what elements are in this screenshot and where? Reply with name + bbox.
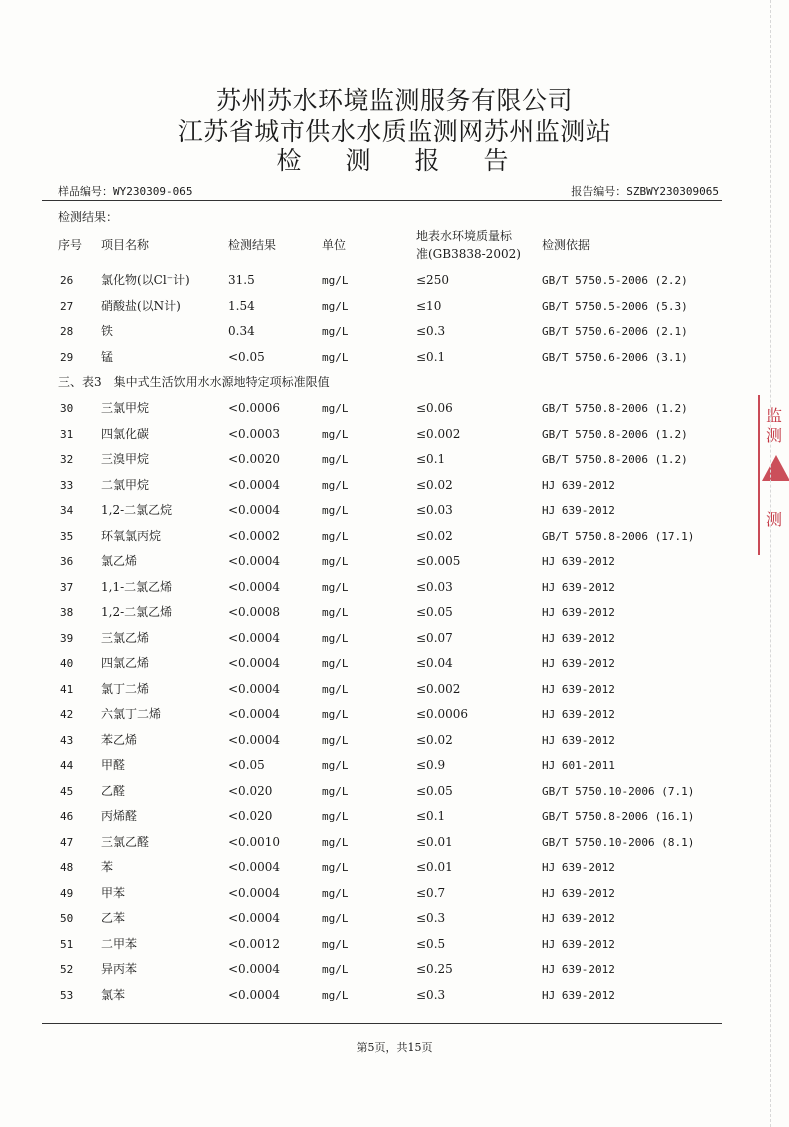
row-number: 27 — [60, 299, 74, 313]
row-number: 51 — [60, 937, 74, 951]
table-row — [0, 906, 789, 931]
header-divider — [42, 200, 722, 201]
table-row — [0, 702, 789, 727]
table-row — [0, 677, 789, 702]
report-number — [571, 183, 719, 199]
row-unit: mg/L — [322, 861, 349, 874]
row-unit: mg/L — [322, 325, 349, 338]
report-number-value: SZBWY230309065 — [626, 185, 719, 198]
scan-edge — [770, 0, 789, 1127]
col-header-limit-line2: 准(GB3838-2002) — [416, 247, 521, 261]
row-item-name: 氯苯 — [101, 987, 126, 1002]
col-header-method: 检测依据 — [542, 238, 591, 252]
row-result: <0.0004 — [228, 962, 281, 976]
row-unit: mg/L — [322, 988, 349, 1002]
row-unit: mg/L — [322, 759, 349, 772]
row-item-name: 1,2-二氯乙烯 — [101, 605, 173, 619]
row-unit: mg/L — [322, 350, 349, 364]
row-unit: mg/L — [322, 784, 349, 798]
row-limit: ≤0.3 — [416, 987, 446, 1002]
row-unit: mg/L — [322, 631, 349, 645]
row-limit: ≤0.0006 — [416, 707, 469, 721]
row-method: GB/T 5750.10-2006 (7.1) — [542, 784, 695, 798]
row-number: 45 — [60, 784, 74, 798]
row-item-name: 环氧氯丙烷 — [101, 528, 162, 543]
row-number: 38 — [60, 606, 74, 619]
table-row — [0, 855, 789, 880]
row-limit: ≤0.01 — [416, 860, 453, 874]
row-number: 34 — [60, 504, 74, 517]
row-number: 32 — [60, 453, 74, 466]
row-number: 26 — [60, 274, 74, 287]
row-method: HJ 639-2012 — [542, 708, 615, 721]
table-row — [0, 881, 789, 906]
row-limit: ≤0.04 — [416, 656, 453, 670]
row-method: GB/T 5750.6-2006 (2.1) — [542, 325, 688, 338]
row-number: 39 — [60, 631, 74, 645]
sample-number — [58, 183, 192, 199]
table-row — [0, 294, 789, 319]
org-name-line1: 苏州苏水环境监测服务有限公司 — [215, 86, 573, 115]
document-title: 检测报告 — [276, 146, 553, 175]
row-method: GB/T 5750.5-2006 (5.3) — [542, 299, 688, 313]
row-result: <0.0006 — [228, 401, 281, 415]
row-number: 49 — [60, 886, 74, 900]
row-unit: mg/L — [322, 912, 349, 925]
row-item-name: 甲苯 — [101, 885, 126, 900]
row-limit: ≤0.01 — [416, 834, 453, 849]
row-item-name: 氯丁二烯 — [101, 681, 150, 696]
row-item-name: 三氯乙烯 — [101, 630, 150, 645]
row-limit: ≤0.005 — [416, 554, 461, 568]
page-footer: 第5页，共15页 — [356, 1041, 433, 1054]
row-item-name: 铁 — [101, 324, 114, 338]
row-limit: ≤0.002 — [416, 426, 461, 441]
row-item-name: 氯乙烯 — [101, 554, 138, 568]
row-limit: ≤0.02 — [416, 528, 453, 543]
row-unit: mg/L — [322, 478, 349, 492]
row-unit: mg/L — [322, 555, 349, 568]
row-result: <0.05 — [228, 758, 265, 772]
table-row — [0, 600, 789, 625]
table-row — [0, 268, 789, 293]
results-label: 检测结果： — [58, 210, 119, 224]
row-method: HJ 639-2012 — [542, 963, 615, 976]
row-number: 53 — [60, 988, 74, 1002]
row-result: <0.0010 — [228, 834, 281, 849]
row-unit: mg/L — [322, 682, 349, 696]
row-method: GB/T 5750.6-2006 (3.1) — [542, 350, 688, 364]
footer-divider — [42, 1023, 722, 1024]
row-item-name: 四氯乙烯 — [101, 656, 150, 670]
row-result: <0.0004 — [228, 681, 281, 696]
row-method: HJ 639-2012 — [542, 606, 615, 619]
row-number: 52 — [60, 963, 74, 976]
row-result: <0.0004 — [228, 860, 281, 874]
row-limit: ≤0.9 — [416, 758, 446, 772]
row-item-name: 苯乙烯 — [101, 732, 138, 747]
row-method: HJ 639-2012 — [542, 555, 615, 568]
row-unit: mg/L — [322, 733, 349, 747]
table-row — [0, 651, 789, 676]
row-item-name: 乙苯 — [101, 911, 126, 925]
row-item-name: 二甲苯 — [101, 936, 138, 951]
col-header-limit — [416, 227, 521, 263]
table-row — [0, 957, 789, 982]
row-limit: ≤0.02 — [416, 732, 453, 747]
row-limit: ≤0.02 — [416, 477, 453, 492]
table-row — [0, 396, 789, 421]
row-number: 41 — [60, 682, 74, 696]
row-limit: ≤0.002 — [416, 681, 461, 696]
row-item-name: 1,1-二氯乙烯 — [101, 579, 173, 594]
row-result: <0.0004 — [228, 503, 281, 517]
row-result: <0.0020 — [228, 452, 281, 466]
row-method: HJ 639-2012 — [542, 657, 615, 670]
col-header-no: 序号 — [58, 238, 83, 252]
row-result: <0.0004 — [228, 987, 281, 1002]
row-unit: mg/L — [322, 453, 349, 466]
row-number: 44 — [60, 759, 74, 772]
row-result: <0.05 — [228, 349, 265, 364]
row-number: 48 — [60, 861, 74, 874]
row-limit: ≤0.1 — [416, 452, 446, 466]
row-number: 30 — [60, 402, 74, 415]
table-row — [0, 524, 789, 549]
row-unit: mg/L — [322, 504, 349, 517]
row-item-name: 三氯甲烷 — [101, 401, 150, 415]
row-number: 37 — [60, 580, 74, 594]
stamp-char-2: 测 — [766, 426, 783, 445]
row-result: <0.0012 — [228, 936, 281, 951]
row-number: 42 — [60, 708, 74, 721]
table-row — [0, 983, 789, 1008]
row-item-name: 三溴甲烷 — [101, 452, 150, 466]
row-item-name: 乙醛 — [101, 783, 126, 798]
row-method: GB/T 5750.8-2006 (17.1) — [542, 529, 695, 543]
row-item-name: 苯 — [101, 860, 114, 874]
col-header-unit: 单位 — [322, 238, 347, 252]
row-number: 40 — [60, 657, 74, 670]
sample-number-value: WY230309-065 — [113, 185, 193, 198]
row-unit: mg/L — [322, 708, 349, 721]
row-number: 31 — [60, 427, 74, 441]
table-row — [0, 728, 789, 753]
row-result: <0.0004 — [228, 554, 281, 568]
table-row — [0, 422, 789, 447]
table-row — [0, 830, 789, 855]
row-number: 28 — [60, 325, 74, 338]
row-unit: mg/L — [322, 274, 349, 287]
row-result: <0.0004 — [228, 477, 281, 492]
row-method: HJ 639-2012 — [542, 733, 615, 747]
row-result: <0.0003 — [228, 426, 281, 441]
table-row — [0, 575, 789, 600]
row-method: HJ 639-2012 — [542, 631, 615, 645]
row-method: GB/T 5750.8-2006 (1.2) — [542, 453, 688, 466]
row-method: HJ 639-2012 — [542, 478, 615, 492]
row-result: <0.0004 — [228, 707, 281, 721]
row-method: GB/T 5750.8-2006 (16.1) — [542, 810, 695, 823]
row-unit: mg/L — [322, 886, 349, 900]
row-result: 1.54 — [228, 298, 255, 313]
row-number: 50 — [60, 912, 74, 925]
row-result: <0.0004 — [228, 732, 281, 747]
row-limit: ≤0.07 — [416, 630, 453, 645]
row-number: 36 — [60, 555, 74, 568]
row-unit: mg/L — [322, 402, 349, 415]
row-result: <0.020 — [228, 783, 273, 798]
row-unit: mg/L — [322, 529, 349, 543]
row-limit: ≤0.1 — [416, 349, 446, 364]
row-unit: mg/L — [322, 427, 349, 441]
row-limit: ≤0.03 — [416, 503, 453, 517]
row-unit: mg/L — [322, 937, 349, 951]
row-item-name: 四氯化碳 — [101, 426, 150, 441]
table-row — [0, 753, 789, 778]
row-result: 31.5 — [228, 273, 255, 287]
row-method: HJ 639-2012 — [542, 580, 615, 594]
row-limit: ≤0.1 — [416, 809, 446, 823]
row-number: 47 — [60, 835, 74, 849]
row-method: GB/T 5750.5-2006 (2.2) — [542, 274, 688, 287]
row-unit: mg/L — [322, 657, 349, 670]
row-unit: mg/L — [322, 835, 349, 849]
table-row — [0, 804, 789, 829]
row-item-name: 锰 — [101, 349, 114, 364]
report-number-label: 报告编号： — [571, 185, 627, 198]
row-limit: ≤250 — [416, 273, 449, 287]
row-item-name: 二氯甲烷 — [101, 477, 150, 492]
row-item-name: 三氯乙醛 — [101, 834, 150, 849]
row-method: HJ 639-2012 — [542, 682, 615, 696]
org-name-line2: 江苏省城市供水水质监测网苏州监测站 — [177, 117, 612, 146]
row-method: HJ 639-2012 — [542, 861, 615, 874]
row-number: 46 — [60, 810, 74, 823]
row-number: 29 — [60, 350, 74, 364]
row-result: <0.020 — [228, 809, 273, 823]
row-item-name: 硝酸盐(以N计) — [101, 298, 181, 313]
row-method: GB/T 5750.8-2006 (1.2) — [542, 402, 688, 415]
row-method: HJ 639-2012 — [542, 504, 615, 517]
col-header-limit-line1: 地表水环境质量标 — [416, 229, 513, 243]
table-row — [0, 447, 789, 472]
table-row — [0, 473, 789, 498]
row-limit: ≤0.3 — [416, 324, 446, 338]
row-item-name: 异丙苯 — [101, 962, 138, 976]
row-result: 0.34 — [228, 324, 255, 338]
stamp-char-1: 监 — [766, 406, 783, 425]
row-result: <0.0004 — [228, 656, 281, 670]
row-unit: mg/L — [322, 580, 349, 594]
row-unit: mg/L — [322, 606, 349, 619]
row-limit: ≤0.5 — [416, 936, 446, 951]
row-item-name: 氯化物(以Cl⁻计) — [101, 273, 190, 287]
row-result: <0.0004 — [228, 885, 281, 900]
row-method: GB/T 5750.8-2006 (1.2) — [542, 427, 688, 441]
table-row — [0, 626, 789, 651]
row-limit: ≤0.25 — [416, 962, 453, 976]
row-result: <0.0004 — [228, 579, 281, 594]
sample-number-label: 样品编号： — [58, 185, 113, 198]
table-row — [0, 932, 789, 957]
section-title: 三、表3 集中式生活饮用水水源地特定项标准限值 — [58, 375, 330, 389]
table-row — [0, 345, 789, 370]
row-limit: ≤10 — [416, 298, 442, 313]
row-limit: ≤0.06 — [416, 401, 453, 415]
col-header-item: 项目名称 — [101, 238, 150, 252]
row-limit: ≤0.03 — [416, 579, 453, 594]
row-method: HJ 601-2011 — [542, 759, 615, 772]
row-number: 43 — [60, 733, 74, 747]
row-result: <0.0002 — [228, 528, 281, 543]
row-method: HJ 639-2012 — [542, 886, 615, 900]
row-number: 33 — [60, 478, 74, 492]
row-item-name: 1,2-二氯乙烷 — [101, 503, 173, 517]
row-item-name: 甲醛 — [101, 758, 126, 772]
row-limit: ≤0.05 — [416, 605, 453, 619]
row-unit: mg/L — [322, 299, 349, 313]
row-method: HJ 639-2012 — [542, 988, 615, 1002]
row-limit: ≤0.05 — [416, 783, 453, 798]
col-header-result: 检测结果 — [228, 238, 277, 252]
row-unit: mg/L — [322, 810, 349, 823]
table-row — [0, 498, 789, 523]
row-method: GB/T 5750.10-2006 (8.1) — [542, 835, 695, 849]
row-unit: mg/L — [322, 963, 349, 976]
row-result: <0.0004 — [228, 911, 281, 925]
row-result: <0.0004 — [228, 630, 281, 645]
table-row — [0, 549, 789, 574]
row-method: HJ 639-2012 — [542, 912, 615, 925]
stamp-char-3: 测 — [766, 510, 783, 529]
table-row — [0, 319, 789, 344]
row-item-name: 六氯丁二烯 — [101, 707, 162, 721]
row-number: 35 — [60, 529, 74, 543]
table-row — [0, 779, 789, 804]
row-item-name: 丙烯醛 — [101, 809, 138, 823]
row-result: <0.0008 — [228, 605, 281, 619]
row-method: HJ 639-2012 — [542, 937, 615, 951]
row-limit: ≤0.3 — [416, 911, 446, 925]
row-limit: ≤0.7 — [416, 885, 446, 900]
